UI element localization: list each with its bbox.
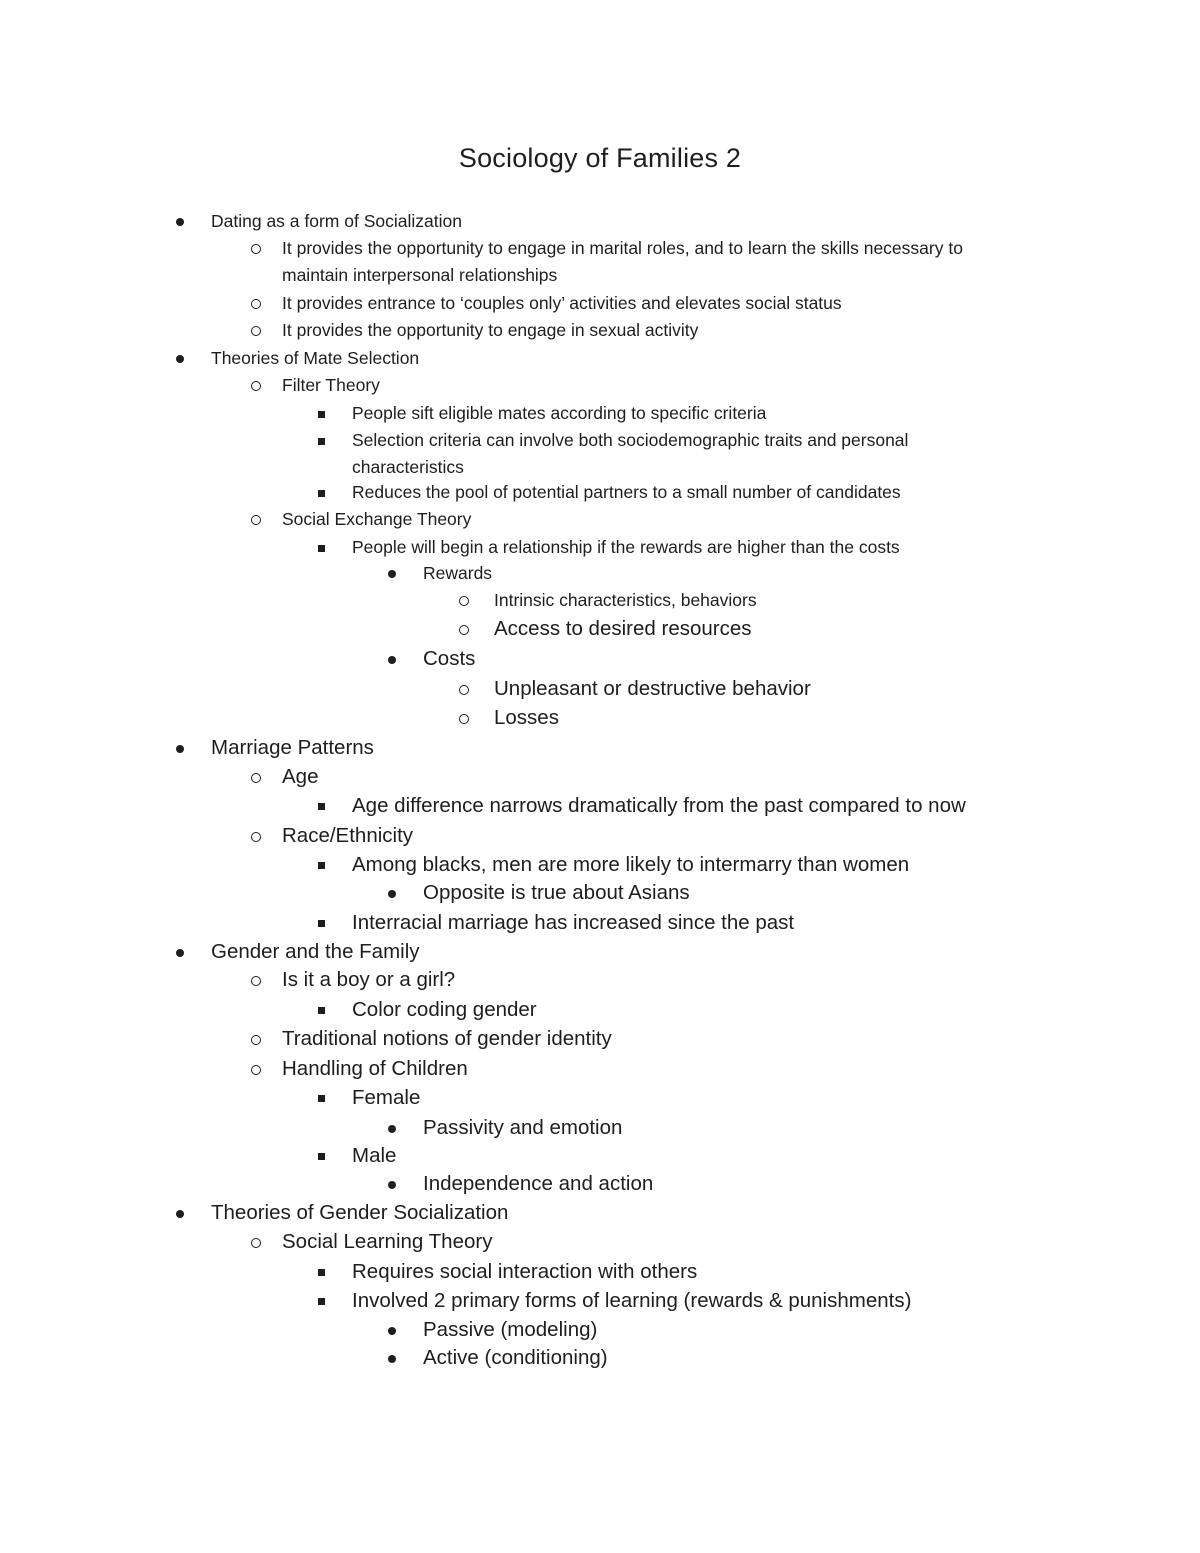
item-text-continued: characteristics xyxy=(352,457,464,477)
bullet-icon xyxy=(318,862,325,869)
bullet-icon xyxy=(251,381,261,391)
item-text: Intrinsic characteristics, behaviors xyxy=(494,590,757,610)
bullet-icon xyxy=(251,515,261,525)
item-text: Traditional notions of gender identity xyxy=(282,1027,612,1050)
bullet-icon xyxy=(318,545,325,552)
item-text: Male xyxy=(352,1144,397,1167)
item-text: Independence and action xyxy=(423,1172,654,1195)
item-text: Race/Ethnicity xyxy=(282,824,414,847)
item-text: Costs xyxy=(423,647,476,670)
bullet-icon xyxy=(388,656,396,664)
item-text: Female xyxy=(352,1086,421,1109)
item-text: Requires social interaction with others xyxy=(352,1260,698,1283)
bullet-icon xyxy=(388,570,396,578)
bullet-icon xyxy=(251,326,261,336)
bullet-icon xyxy=(176,218,184,226)
item-text: It provides the opportunity to engage in marital roles, and to learn the skills necessary to xyxy=(282,238,963,258)
bullet-icon xyxy=(251,299,261,309)
item-text: People sift eligible mates according to specific criteria xyxy=(352,403,767,423)
bullet-icon xyxy=(459,714,469,724)
bullet-icon xyxy=(388,1355,396,1363)
bullet-icon xyxy=(318,1007,325,1014)
bullet-icon xyxy=(318,1153,325,1160)
bullet-icon xyxy=(388,890,396,898)
item-text: Interracial marriage has increased since the past xyxy=(352,911,795,934)
item-text: Losses xyxy=(494,706,559,729)
item-text: Theories of Mate Selection xyxy=(211,348,420,368)
bullet-icon xyxy=(459,685,469,695)
item-text: Among blacks, men are more likely to intermarry than women xyxy=(352,853,910,876)
item-text: Theories of Gender Socialization xyxy=(211,1201,509,1224)
bullet-icon xyxy=(318,920,325,927)
item-text: Passivity and emotion xyxy=(423,1116,623,1139)
item-text: Social Learning Theory xyxy=(282,1230,493,1253)
bullet-icon xyxy=(176,949,184,957)
page-title: Sociology of Families 2 xyxy=(458,143,742,173)
bullet-icon xyxy=(176,1210,184,1218)
bullet-icon xyxy=(318,803,325,810)
bullet-icon xyxy=(251,773,261,783)
bullet-icon xyxy=(251,976,261,986)
item-text: Dating as a form of Socialization xyxy=(211,211,462,231)
item-text: Is it a boy or a girl? xyxy=(282,968,456,991)
bullet-icon xyxy=(251,1035,261,1045)
bullet-icon xyxy=(176,355,184,363)
item-text: Marriage Patterns xyxy=(211,736,374,759)
item-text: Reduces the pool of potential partners to a small number of candidates xyxy=(352,482,901,502)
item-text: Filter Theory xyxy=(282,375,380,395)
item-text: Social Exchange Theory xyxy=(282,509,472,529)
item-text: Age difference narrows dramatically from the past compared to now xyxy=(352,794,966,817)
item-text: Access to desired resources xyxy=(494,617,752,640)
item-text: Opposite is true about Asians xyxy=(423,881,690,904)
item-text: Gender and the Family xyxy=(211,940,420,963)
item-text: It provides entrance to ‘couples only’ activities and elevates social status xyxy=(282,293,842,313)
item-text: It provides the opportunity to engage in sexual activity xyxy=(282,320,699,340)
bullet-icon xyxy=(318,411,325,418)
bullet-icon xyxy=(318,1298,325,1305)
bullet-icon xyxy=(251,244,261,254)
bullet-icon xyxy=(176,745,184,753)
bullet-icon xyxy=(251,832,261,842)
item-text: Passive (modeling) xyxy=(423,1318,598,1341)
bullet-icon xyxy=(318,1269,325,1276)
bullet-icon xyxy=(388,1125,396,1133)
bullet-icon xyxy=(388,1181,396,1189)
bullet-icon xyxy=(251,1238,261,1248)
bullet-icon xyxy=(459,625,469,635)
item-text: Age xyxy=(282,765,319,788)
item-text: Unpleasant or destructive behavior xyxy=(494,677,811,700)
item-text: People will begin a relationship if the rewards are higher than the costs xyxy=(352,537,900,557)
item-text: Selection criteria can involve both sociodemographic traits and personal xyxy=(352,430,909,450)
item-text: Handling of Children xyxy=(282,1057,468,1080)
item-text: Active (conditioning) xyxy=(423,1346,608,1369)
item-text-continued: maintain interpersonal relationships xyxy=(282,265,558,285)
item-text: Rewards xyxy=(423,563,493,583)
bullet-icon xyxy=(251,1065,261,1075)
bullet-icon xyxy=(388,1327,396,1335)
bullet-icon xyxy=(459,596,469,606)
bullet-icon xyxy=(318,438,325,445)
bullet-icon xyxy=(318,490,325,497)
item-text: Color coding gender xyxy=(352,998,537,1021)
item-text: Involved 2 primary forms of learning (rewards & punishments) xyxy=(352,1289,912,1312)
bullet-icon xyxy=(318,1095,325,1102)
